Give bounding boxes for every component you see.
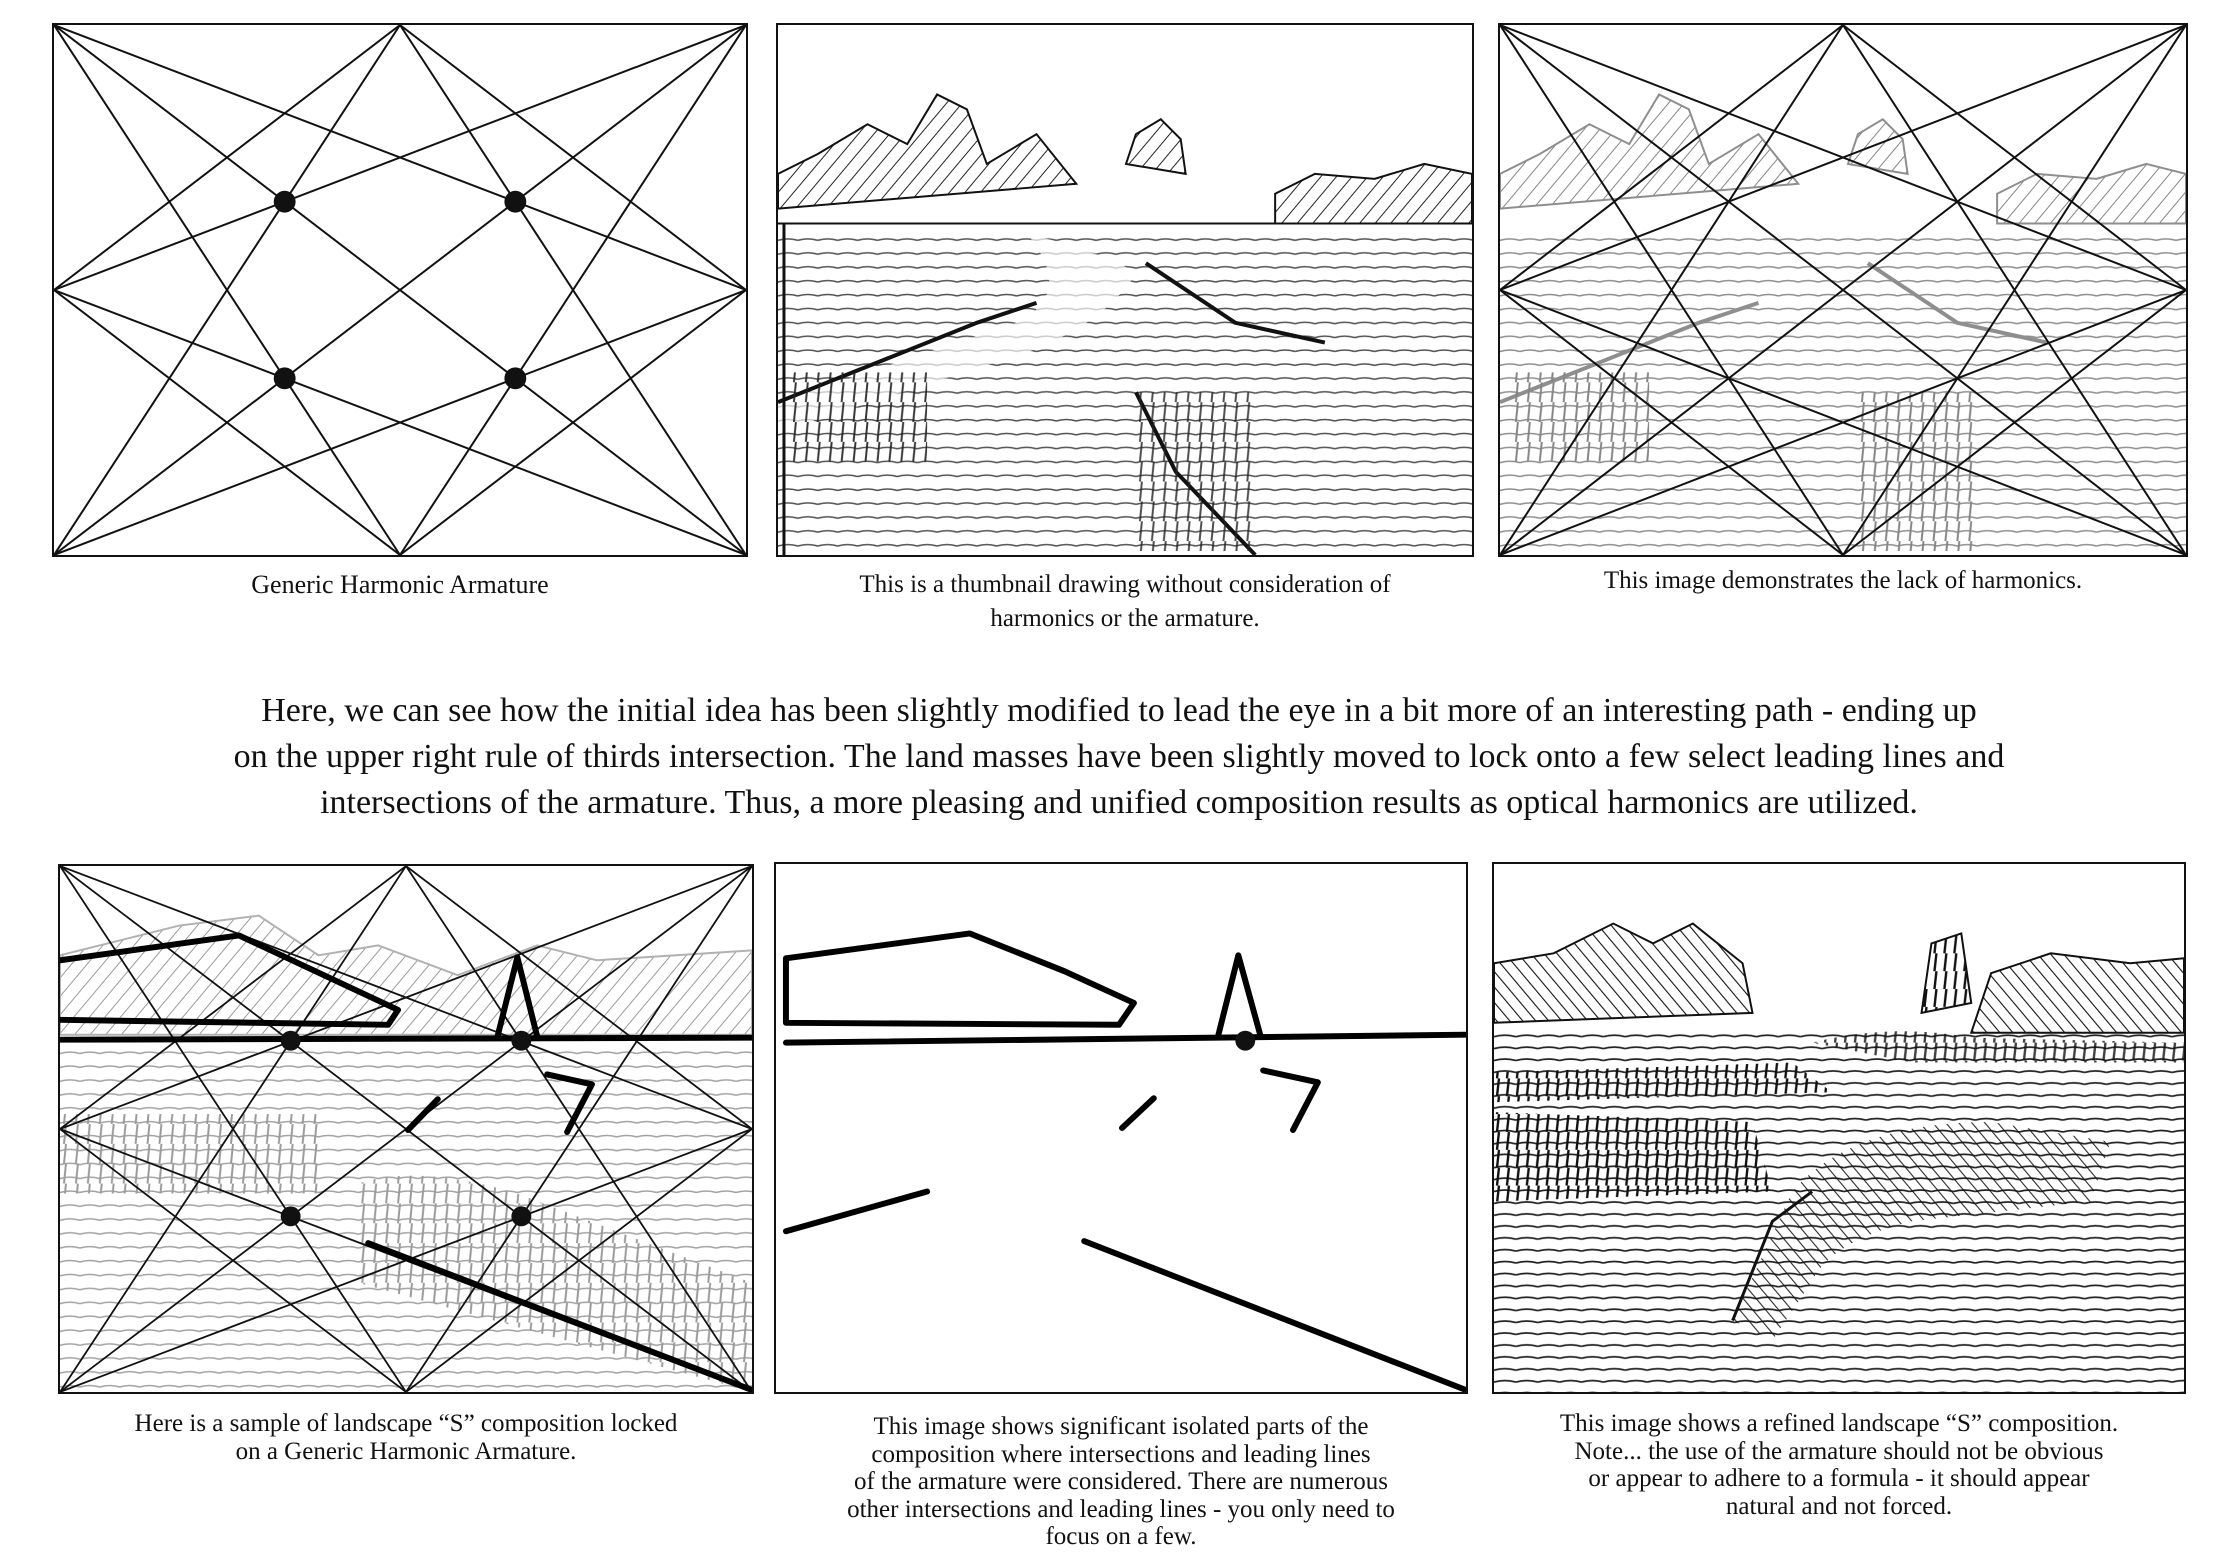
locked-composition-art (60, 866, 752, 1392)
explanation-line-3: intersections of the armature. Thus, a more pleasing and unified composition results as optical harmonics are utilized. (320, 784, 1918, 821)
refined-caption-line-1: This image shows a refined landscape “S” composition. (1559, 1410, 2119, 1437)
armature-caption (52, 570, 748, 600)
refined-caption-line-3: or appear to adhere to a formula - it should appear (1588, 1465, 2090, 1492)
no-harmonics-overlay-art (1500, 25, 2186, 555)
explanation-line-1: Here, we can see how the initial idea has been slightly modified to lead the eye in a bit more of an interesting path - ending up (261, 692, 1977, 729)
thumbnail-sketch (776, 23, 1474, 557)
locked-caption (58, 1410, 754, 1465)
refined-caption (1492, 1410, 2186, 1520)
locked-composition (58, 864, 754, 1394)
no-harmonics-overlay (1498, 23, 2188, 557)
armature-lines (54, 25, 746, 555)
refined-composition (1492, 862, 2186, 1394)
isolated-caption-line-4: other intersections and leading lines - you only need to (847, 1495, 1395, 1523)
explanation-line-2: on the upper right rule of thirds intersection. The land masses have been slightly moved to lock onto a few select leading lines and (233, 738, 2005, 775)
isolated-caption-line-3: of the armature were considered. There are numerous (853, 1468, 1388, 1495)
thumbnail-caption-line-2: harmonics or the armature. (990, 605, 1260, 632)
refined-composition-art (1494, 864, 2184, 1392)
locked-caption-line-2: on a Generic Harmonic Armature. (235, 1437, 577, 1465)
explanation-paragraph (120, 688, 2118, 826)
armature-diagram (52, 23, 748, 557)
isolated-parts-lines (776, 864, 1466, 1392)
locked-caption-line-1: Here is a sample of landscape “S” composition locked (134, 1410, 678, 1437)
thumbnail-caption (776, 568, 1474, 636)
refined-caption-line-2: Note... the use of the armature should not be obvious (1574, 1437, 2104, 1465)
no-harmonics-caption (1498, 566, 2188, 596)
armature-caption-text: Generic Harmonic Armature (251, 570, 549, 599)
refined-caption-line-4: natural and not forced. (1725, 1492, 1953, 1520)
no-harmonics-caption-text: This image demonstrates the lack of harmonics. (1603, 567, 2083, 594)
isolated-caption (774, 1413, 1468, 1551)
isolated-caption-line-5: focus on a few. (1045, 1523, 1197, 1550)
isolated-caption-line-1: This image shows significant isolated parts of the (873, 1413, 1369, 1440)
thumbnail-caption-line-1: This is a thumbnail drawing without consideration of (859, 571, 1391, 598)
isolated-caption-line-2: composition where intersections and leading lines (871, 1440, 1371, 1468)
isolated-parts-diagram (774, 862, 1468, 1394)
thumbnail-sketch-art (778, 25, 1472, 555)
